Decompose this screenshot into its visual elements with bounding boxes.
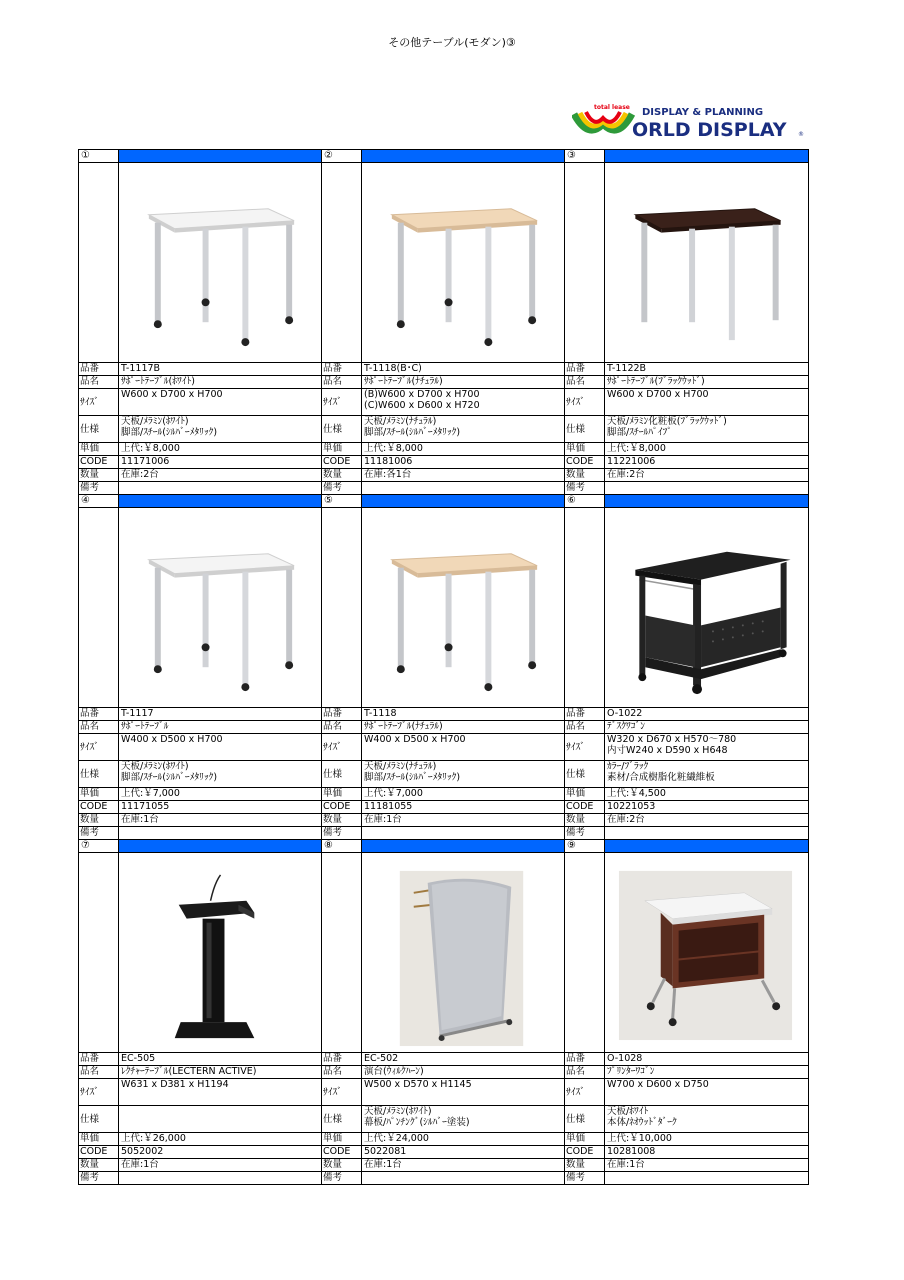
value-hinmei: ｻﾎﾟｰﾄﾃｰﾌﾞﾙ(ﾅﾁｭﾗﾙ) bbox=[362, 376, 565, 389]
label-code: CODE bbox=[565, 801, 605, 814]
value-biko bbox=[119, 827, 322, 840]
label-hinmei: 品名 bbox=[79, 376, 119, 389]
item-header-bar bbox=[119, 840, 322, 853]
value-shiyo bbox=[605, 1106, 809, 1133]
item-number: ⑥ bbox=[565, 495, 605, 508]
label-hinmei: 品名 bbox=[79, 1066, 119, 1079]
label-size: ｻｲｽﾞ bbox=[79, 389, 119, 416]
label-size: ｻｲｽﾞ bbox=[322, 1079, 362, 1106]
value-tanka: 上代:￥26,000 bbox=[119, 1133, 322, 1146]
label-code: CODE bbox=[565, 456, 605, 469]
value-suryo: 在庫:1台 bbox=[362, 814, 565, 827]
item-code-row bbox=[79, 1146, 809, 1159]
size-line-1: W600 x D700 x H700 bbox=[121, 389, 223, 400]
white-table-caster-image bbox=[119, 508, 321, 707]
label-biko: 備考 bbox=[565, 1172, 605, 1185]
value-size bbox=[605, 1079, 809, 1106]
label-tanka: 単価 bbox=[322, 443, 362, 456]
label-biko: 備考 bbox=[565, 827, 605, 840]
size-line-2: (C)W600 x D600 x H720 bbox=[364, 400, 480, 411]
product-image-cell bbox=[605, 508, 809, 708]
value-suryo: 在庫:2台 bbox=[605, 814, 809, 827]
value-hinmei: ﾚｸﾁｬｰﾃｰﾌﾞﾙ(LECTERN ACTIVE) bbox=[119, 1066, 322, 1079]
value-tanka: 上代:￥8,000 bbox=[605, 443, 809, 456]
value-hinban: T-1122B bbox=[605, 363, 809, 376]
value-shiyo bbox=[119, 416, 322, 443]
value-tanka: 上代:￥24,000 bbox=[362, 1133, 565, 1146]
item-suryo-row bbox=[79, 1159, 809, 1172]
item-hinmei-row bbox=[79, 376, 809, 389]
product-image-cell bbox=[362, 508, 565, 708]
natural-table-caster-image bbox=[362, 508, 564, 707]
value-size bbox=[605, 389, 809, 416]
item-size-row bbox=[79, 1079, 809, 1106]
image-spacer bbox=[79, 508, 119, 708]
label-hinmei: 品名 bbox=[565, 1066, 605, 1079]
value-suryo: 在庫:2台 bbox=[119, 469, 322, 482]
label-suryo: 数量 bbox=[322, 814, 362, 827]
item-shiyo-row bbox=[79, 1106, 809, 1133]
item-biko-row bbox=[79, 482, 809, 495]
item-number: ⑦ bbox=[79, 840, 119, 853]
product-image-cell bbox=[119, 508, 322, 708]
label-shiyo: 仕様 bbox=[322, 1106, 362, 1133]
label-size: ｻｲｽﾞ bbox=[565, 389, 605, 416]
product-image-cell bbox=[119, 163, 322, 363]
size-line-1: W600 x D700 x H700 bbox=[607, 389, 709, 400]
value-hinmei: ﾃﾞｽｸﾜｺﾞﾝ bbox=[605, 721, 809, 734]
dark-wood-table-image bbox=[605, 163, 808, 362]
label-size: ｻｲｽﾞ bbox=[322, 734, 362, 761]
item-number: ⑤ bbox=[322, 495, 362, 508]
product-catalog-table bbox=[78, 149, 809, 1185]
label-shiyo: 仕様 bbox=[322, 416, 362, 443]
label-tanka: 単価 bbox=[79, 1133, 119, 1146]
value-hinban: EC-502 bbox=[362, 1053, 565, 1066]
value-suryo: 在庫:1台 bbox=[605, 1159, 809, 1172]
item-header-bar bbox=[362, 840, 565, 853]
value-tanka: 上代:￥8,000 bbox=[119, 443, 322, 456]
size-line-1: W500 x D570 x H1145 bbox=[364, 1079, 472, 1090]
value-tanka: 上代:￥7,000 bbox=[362, 788, 565, 801]
value-code: 11181006 bbox=[362, 456, 565, 469]
label-hinban: 品番 bbox=[79, 363, 119, 376]
value-hinban: T-1117B bbox=[119, 363, 322, 376]
label-code: CODE bbox=[322, 801, 362, 814]
item-size-row bbox=[79, 389, 809, 416]
label-shiyo: 仕様 bbox=[322, 761, 362, 788]
label-suryo: 数量 bbox=[322, 1159, 362, 1172]
label-suryo: 数量 bbox=[79, 469, 119, 482]
shiyo-line-1: ｶﾗｰ/ﾌﾞﾗｯｸ bbox=[607, 761, 649, 772]
label-tanka: 単価 bbox=[322, 788, 362, 801]
item-header-bar bbox=[605, 495, 809, 508]
item-number: ⑧ bbox=[322, 840, 362, 853]
product-image-cell bbox=[605, 853, 809, 1053]
value-code: 5022081 bbox=[362, 1146, 565, 1159]
label-hinmei: 品名 bbox=[322, 721, 362, 734]
value-biko bbox=[119, 1172, 322, 1185]
item-header-row bbox=[79, 150, 809, 163]
white-table-caster-image bbox=[119, 163, 321, 362]
label-tanka: 単価 bbox=[79, 788, 119, 801]
label-biko: 備考 bbox=[322, 827, 362, 840]
image-spacer bbox=[322, 508, 362, 708]
label-code: CODE bbox=[79, 801, 119, 814]
black-desk-wagon-image bbox=[605, 508, 808, 707]
value-shiyo bbox=[605, 761, 809, 788]
value-hinmei: ﾌﾟﾘﾝﾀｰﾜｺﾞﾝ bbox=[605, 1066, 809, 1079]
value-biko bbox=[362, 482, 565, 495]
value-biko bbox=[605, 482, 809, 495]
value-hinban: O-1022 bbox=[605, 708, 809, 721]
label-shiyo: 仕様 bbox=[79, 416, 119, 443]
item-code-row bbox=[79, 801, 809, 814]
item-tanka-row bbox=[79, 443, 809, 456]
label-hinban: 品番 bbox=[79, 708, 119, 721]
item-hinban-row bbox=[79, 363, 809, 376]
item-header-bar bbox=[362, 495, 565, 508]
label-hinban: 品番 bbox=[79, 1053, 119, 1066]
product-image-cell bbox=[605, 163, 809, 363]
label-hinban: 品番 bbox=[322, 363, 362, 376]
item-image-row bbox=[79, 508, 809, 708]
shiyo-line-1: 天板/ﾒﾗﾐﾝ(ﾅﾁｭﾗﾙ) bbox=[364, 416, 437, 427]
label-biko: 備考 bbox=[79, 827, 119, 840]
size-line-1: W400 x D500 x H700 bbox=[121, 734, 223, 745]
shiyo-line-1: 天板/ﾒﾗﾐﾝ(ﾎﾜｲﾄ) bbox=[364, 1106, 432, 1117]
label-shiyo: 仕様 bbox=[565, 416, 605, 443]
value-code: 11171006 bbox=[119, 456, 322, 469]
value-suryo: 在庫:各1台 bbox=[362, 469, 565, 482]
label-hinban: 品番 bbox=[565, 708, 605, 721]
value-tanka: 上代:￥7,000 bbox=[119, 788, 322, 801]
value-suryo: 在庫:2台 bbox=[605, 469, 809, 482]
printer-wagon-image bbox=[605, 853, 808, 1052]
label-code: CODE bbox=[79, 456, 119, 469]
label-tanka: 単価 bbox=[565, 788, 605, 801]
value-code: 11221006 bbox=[605, 456, 809, 469]
item-biko-row bbox=[79, 827, 809, 840]
value-size bbox=[119, 734, 322, 761]
item-header-bar bbox=[605, 840, 809, 853]
item-header-bar bbox=[362, 150, 565, 163]
item-header-row bbox=[79, 840, 809, 853]
label-suryo: 数量 bbox=[565, 1159, 605, 1172]
value-hinban: EC-505 bbox=[119, 1053, 322, 1066]
image-spacer bbox=[322, 163, 362, 363]
image-spacer bbox=[565, 508, 605, 708]
value-tanka: 上代:￥8,000 bbox=[362, 443, 565, 456]
value-hinmei: ｻﾎﾟｰﾄﾃｰﾌﾞﾙ bbox=[119, 721, 322, 734]
item-suryo-row bbox=[79, 814, 809, 827]
shiyo-line-2: 本体/ﾈｵｳｯﾄﾞﾀﾞｰｸ bbox=[607, 1117, 677, 1128]
shiyo-line-2: 脚部/ｽﾁｰﾙ(ｼﾙﾊﾞｰﾒﾀﾘｯｸ) bbox=[364, 427, 461, 438]
label-suryo: 数量 bbox=[322, 469, 362, 482]
value-suryo: 在庫:1台 bbox=[119, 1159, 322, 1172]
label-size: ｻｲｽﾞ bbox=[79, 734, 119, 761]
lectern-image bbox=[119, 853, 321, 1052]
shiyo-line-2: 幕板/ﾊﾟﾝﾁﾝｸﾞ(ｼﾙﾊﾞｰ塗装) bbox=[364, 1117, 470, 1128]
shiyo-line-2: 素材/合成樹脂化粧繊維板 bbox=[607, 772, 715, 783]
shiyo-line-2: 脚部/ｽﾁｰﾙ(ｼﾙﾊﾞｰﾒﾀﾘｯｸ) bbox=[121, 772, 218, 783]
item-header-bar bbox=[119, 150, 322, 163]
image-spacer bbox=[565, 163, 605, 363]
product-image-cell bbox=[362, 163, 565, 363]
item-suryo-row bbox=[79, 469, 809, 482]
shiyo-line-1: 天板/ﾒﾗﾐﾝ(ﾎﾜｲﾄ) bbox=[121, 416, 189, 427]
value-hinmei: 演台(ｳｨﾙｸﾊｰﾝ) bbox=[362, 1066, 565, 1079]
size-line-2: 内寸W240 x D590 x H648 bbox=[607, 745, 728, 756]
value-code: 5052002 bbox=[119, 1146, 322, 1159]
value-biko bbox=[119, 482, 322, 495]
label-biko: 備考 bbox=[79, 482, 119, 495]
label-size: ｻｲｽﾞ bbox=[565, 1079, 605, 1106]
label-hinmei: 品名 bbox=[322, 1066, 362, 1079]
label-hinban: 品番 bbox=[322, 1053, 362, 1066]
label-size: ｻｲｽﾞ bbox=[322, 389, 362, 416]
label-suryo: 数量 bbox=[79, 1159, 119, 1172]
label-hinban: 品番 bbox=[565, 363, 605, 376]
value-biko bbox=[362, 827, 565, 840]
product-image-cell bbox=[119, 853, 322, 1053]
label-code: CODE bbox=[79, 1146, 119, 1159]
value-shiyo bbox=[605, 416, 809, 443]
label-size: ｻｲｽﾞ bbox=[79, 1079, 119, 1106]
label-shiyo: 仕様 bbox=[565, 761, 605, 788]
value-shiyo bbox=[362, 1106, 565, 1133]
size-line-1: (B)W600 x D700 x H700 bbox=[364, 389, 480, 400]
item-hinban-row bbox=[79, 708, 809, 721]
value-shiyo bbox=[362, 761, 565, 788]
size-line-1: W700 x D600 x D750 bbox=[607, 1079, 709, 1090]
silver-podium-image bbox=[362, 853, 564, 1052]
value-hinmei: ｻﾎﾟｰﾄﾃｰﾌﾞﾙ(ﾅﾁｭﾗﾙ) bbox=[362, 721, 565, 734]
label-hinban: 品番 bbox=[565, 1053, 605, 1066]
value-biko bbox=[605, 827, 809, 840]
label-hinban: 品番 bbox=[322, 708, 362, 721]
natural-table-caster-image bbox=[362, 163, 564, 362]
value-suryo: 在庫:1台 bbox=[119, 814, 322, 827]
label-suryo: 数量 bbox=[79, 814, 119, 827]
size-line-1: W631 x D381 x H1194 bbox=[121, 1079, 229, 1090]
label-hinmei: 品名 bbox=[565, 376, 605, 389]
label-shiyo: 仕様 bbox=[565, 1106, 605, 1133]
label-tanka: 単価 bbox=[79, 443, 119, 456]
size-line-1: W400 x D500 x H700 bbox=[364, 734, 466, 745]
value-hinban: T-1118 bbox=[362, 708, 565, 721]
item-number: ② bbox=[322, 150, 362, 163]
item-image-row bbox=[79, 163, 809, 363]
item-header-bar bbox=[605, 150, 809, 163]
world-display-logo bbox=[572, 102, 808, 140]
label-code: CODE bbox=[322, 456, 362, 469]
value-shiyo bbox=[119, 1106, 322, 1133]
svg-text:®: ® bbox=[798, 131, 804, 138]
value-shiyo bbox=[119, 761, 322, 788]
shiyo-line-2: 脚部/ｽﾁｰﾙ(ｼﾙﾊﾞｰﾒﾀﾘｯｸ) bbox=[121, 427, 218, 438]
item-number: ③ bbox=[565, 150, 605, 163]
item-shiyo-row bbox=[79, 416, 809, 443]
label-biko: 備考 bbox=[322, 482, 362, 495]
label-code: CODE bbox=[322, 1146, 362, 1159]
value-hinban: T-1118(B･C) bbox=[362, 363, 565, 376]
svg-text:total lease: total lease bbox=[594, 104, 630, 111]
value-tanka: 上代:￥4,500 bbox=[605, 788, 809, 801]
label-tanka: 単価 bbox=[565, 443, 605, 456]
value-size bbox=[362, 734, 565, 761]
value-size bbox=[119, 389, 322, 416]
item-tanka-row bbox=[79, 1133, 809, 1146]
value-hinban: O-1028 bbox=[605, 1053, 809, 1066]
shiyo-line-1: 天板/ﾒﾗﾐﾝ(ﾅﾁｭﾗﾙ) bbox=[364, 761, 437, 772]
label-tanka: 単価 bbox=[322, 1133, 362, 1146]
item-shiyo-row bbox=[79, 761, 809, 788]
label-suryo: 数量 bbox=[565, 814, 605, 827]
label-biko: 備考 bbox=[565, 482, 605, 495]
item-biko-row bbox=[79, 1172, 809, 1185]
value-biko bbox=[362, 1172, 565, 1185]
item-size-row bbox=[79, 734, 809, 761]
item-hinmei-row bbox=[79, 1066, 809, 1079]
value-suryo: 在庫:1台 bbox=[362, 1159, 565, 1172]
label-size: ｻｲｽﾞ bbox=[565, 734, 605, 761]
item-tanka-row bbox=[79, 788, 809, 801]
label-suryo: 数量 bbox=[565, 469, 605, 482]
value-code: 11171055 bbox=[119, 801, 322, 814]
item-header-row bbox=[79, 495, 809, 508]
value-biko bbox=[605, 1172, 809, 1185]
shiyo-line-1: 天板/ﾎﾜｲﾄ bbox=[607, 1106, 649, 1117]
shiyo-line-2: 脚部/ｽﾁｰﾙﾊﾟｲﾌﾟ bbox=[607, 427, 672, 438]
value-code: 11181055 bbox=[362, 801, 565, 814]
value-code: 10221053 bbox=[605, 801, 809, 814]
item-number: ④ bbox=[79, 495, 119, 508]
value-size bbox=[362, 1079, 565, 1106]
label-shiyo: 仕様 bbox=[79, 761, 119, 788]
item-code-row bbox=[79, 456, 809, 469]
page-title: その他テーブル(モダン)③ bbox=[388, 36, 516, 49]
shiyo-line-1: 天板/ﾒﾗﾐﾝ(ﾎﾜｲﾄ) bbox=[121, 761, 189, 772]
value-size bbox=[119, 1079, 322, 1106]
image-spacer bbox=[79, 163, 119, 363]
label-tanka: 単価 bbox=[565, 1133, 605, 1146]
item-header-bar bbox=[119, 495, 322, 508]
product-image-cell bbox=[362, 853, 565, 1053]
value-tanka: 上代:￥10,000 bbox=[605, 1133, 809, 1146]
label-biko: 備考 bbox=[79, 1172, 119, 1185]
value-hinmei: ｻﾎﾟｰﾄﾃｰﾌﾞﾙ(ﾎﾜｲﾄ) bbox=[119, 376, 322, 389]
value-size bbox=[605, 734, 809, 761]
image-spacer bbox=[322, 853, 362, 1053]
item-image-row bbox=[79, 853, 809, 1053]
item-number: ① bbox=[79, 150, 119, 163]
svg-text:DISPLAY & PLANNING: DISPLAY & PLANNING bbox=[642, 107, 764, 118]
label-hinmei: 品名 bbox=[79, 721, 119, 734]
svg-text:ORLD DISPLAY: ORLD DISPLAY bbox=[632, 119, 787, 140]
shiyo-line-2: 脚部/ｽﾁｰﾙ(ｼﾙﾊﾞｰﾒﾀﾘｯｸ) bbox=[364, 772, 461, 783]
label-hinmei: 品名 bbox=[565, 721, 605, 734]
item-number: ⑨ bbox=[565, 840, 605, 853]
value-hinmei: ｻﾎﾟｰﾄﾃｰﾌﾞﾙ(ﾌﾞﾗｯｸｳｯﾄﾞ) bbox=[605, 376, 809, 389]
item-hinmei-row bbox=[79, 721, 809, 734]
image-spacer bbox=[565, 853, 605, 1053]
value-size bbox=[362, 389, 565, 416]
label-code: CODE bbox=[565, 1146, 605, 1159]
image-spacer bbox=[79, 853, 119, 1053]
value-hinban: T-1117 bbox=[119, 708, 322, 721]
shiyo-line-1: 天板/ﾒﾗﾐﾝ化粧板(ﾌﾞﾗｯｸｳｯﾄﾞ) bbox=[607, 416, 727, 427]
item-hinban-row bbox=[79, 1053, 809, 1066]
value-code: 10281008 bbox=[605, 1146, 809, 1159]
size-line-1: W320 x D670 x H570～780 bbox=[607, 734, 737, 745]
label-shiyo: 仕様 bbox=[79, 1106, 119, 1133]
label-hinmei: 品名 bbox=[322, 376, 362, 389]
label-biko: 備考 bbox=[322, 1172, 362, 1185]
value-shiyo bbox=[362, 416, 565, 443]
